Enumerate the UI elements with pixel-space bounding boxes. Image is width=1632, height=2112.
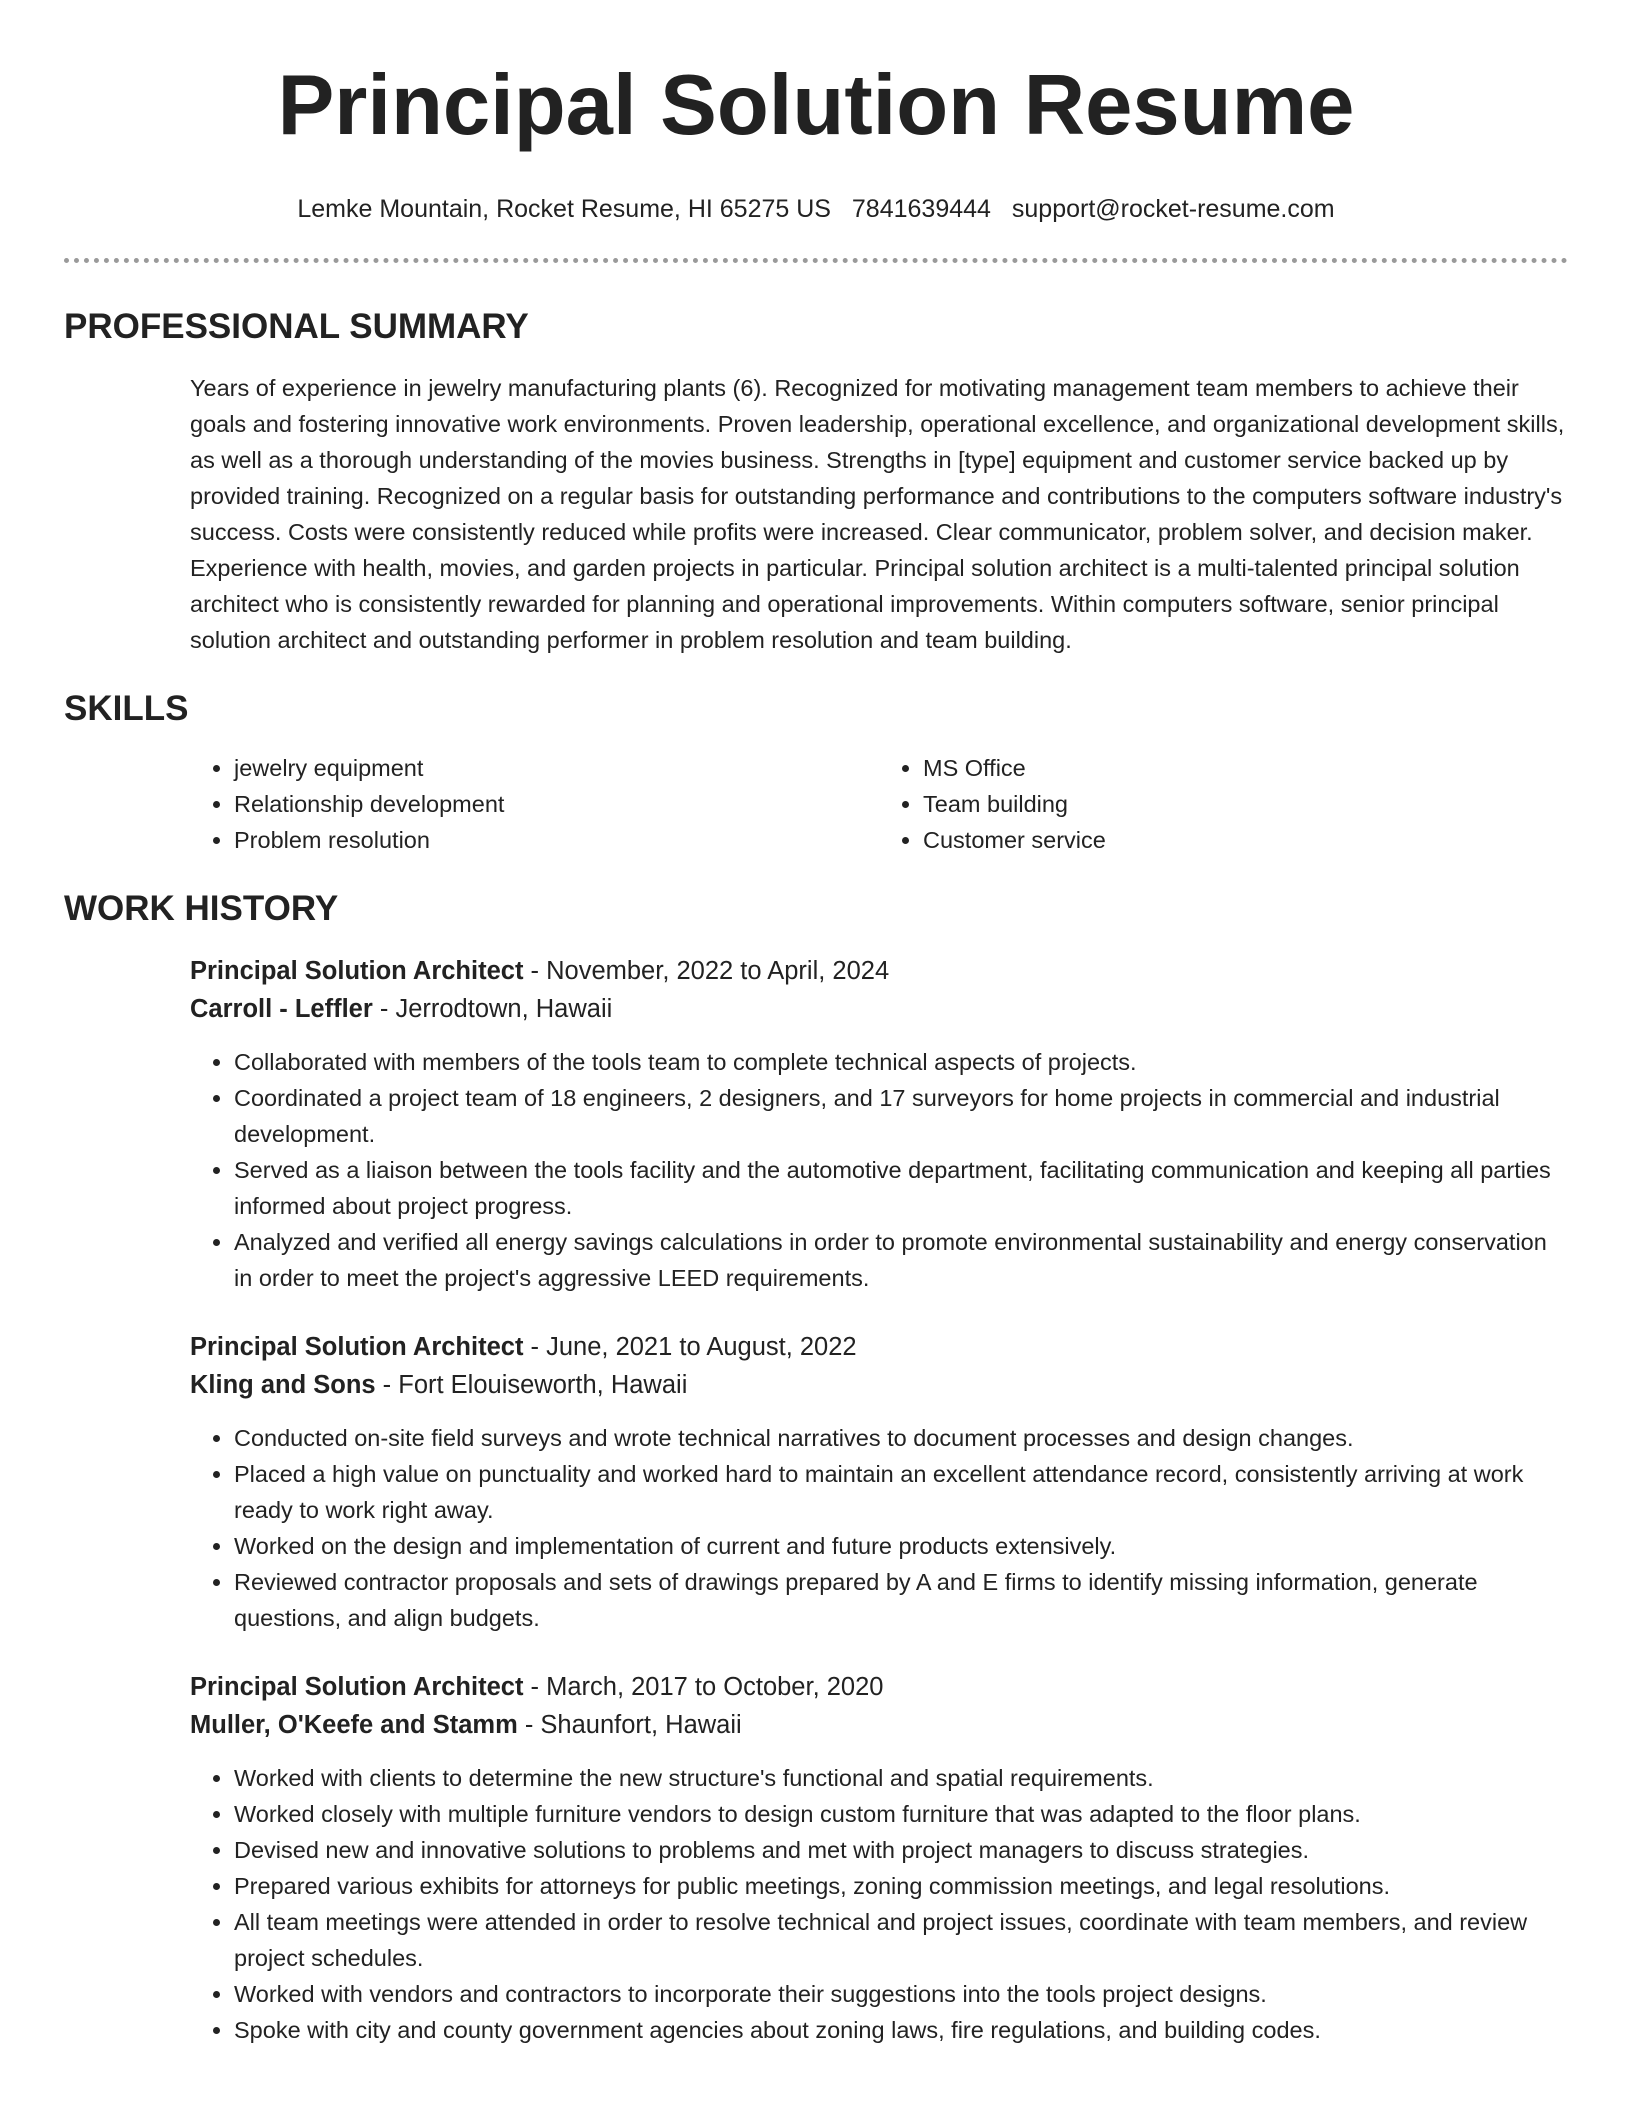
summary-heading: PROFESSIONAL SUMMARY [64, 307, 529, 346]
job-bullet: • Coordinated a project team of 18 engineers, 2 designers, and 17 surveyors for home projects in commercial and industrial development. [234, 1080, 1568, 1152]
job-entry [64, 1328, 1568, 1636]
contact-phone: 7841639444 [851, 195, 991, 223]
skill-item: • MS Office [923, 750, 1568, 786]
job-title-line [190, 1668, 1568, 1706]
skill-item: • jewelry equipment [234, 750, 879, 786]
job-bullets [190, 1420, 1568, 1636]
job-bullet: • Worked on the design and implementation of current and future products extensively. [234, 1528, 1568, 1564]
contact-email: support@rocket-resume.com [1011, 195, 1335, 223]
work-section [64, 888, 1568, 2048]
job-title-line [190, 1328, 1568, 1366]
header-divider [64, 258, 1568, 263]
job-bullet: • All team meetings were attended in order to resolve technical and project issues, coordinate with team members, and review project schedules. [234, 1904, 1568, 1976]
job-bullet: • Worked with vendors and contractors to incorporate their suggestions into the tools project designs. [234, 1976, 1568, 2012]
job-bullet: • Worked closely with multiple furniture vendors to design custom furniture that was adapted to the floor plans. [234, 1796, 1568, 1832]
job-location: - Jerrodtown, Hawaii [372, 995, 613, 1023]
skills-columns [64, 750, 1568, 858]
job-role: Principal Solution Architect [190, 1333, 524, 1361]
job-dates: - March, 2017 to October, 2020 [523, 1673, 884, 1701]
job-company-line [190, 990, 1568, 1028]
skill-item: • Relationship development [234, 786, 879, 822]
job-company-line [190, 1706, 1568, 1744]
job-bullet: • Reviewed contractor proposals and sets of drawings prepared by A and E firms to identify missing information, generate questions, and align budgets. [234, 1564, 1568, 1636]
job-bullet: • Served as a liaison between the tools facility and the automotive department, facilitating communication and keeping all parties informed about project progress. [234, 1152, 1568, 1224]
summary-section [64, 306, 1568, 658]
job-dates: - June, 2021 to August, 2022 [523, 1333, 857, 1361]
job-location: - Shaunfort, Hawaii [517, 1711, 742, 1739]
job-location: - Fort Elouiseworth, Hawaii [375, 1371, 688, 1399]
job-entry [64, 952, 1568, 1296]
job-bullet: • Analyzed and verified all energy savings calculations in order to promote environmental sustainability and energy conservation in order to meet the project's aggressive LEED requirements. [234, 1224, 1568, 1296]
skills-right-list [879, 750, 1568, 858]
job-bullets [190, 1760, 1568, 2048]
work-heading: WORK HISTORY [64, 889, 339, 928]
job-bullet: • Conducted on-site field surveys and wrote technical narratives to document processes and design changes. [234, 1420, 1568, 1456]
skill-item: • Problem resolution [234, 822, 879, 858]
contact-line [64, 194, 1568, 224]
resume-title: Principal Solution Resume [277, 58, 1355, 153]
skill-item: • Team building [923, 786, 1568, 822]
skills-left-list [190, 750, 879, 858]
job-role: Principal Solution Architect [190, 957, 524, 985]
job-bullet: • Prepared various exhibits for attorneys for public meetings, zoning commission meetings, and legal resolutions. [234, 1868, 1568, 1904]
job-bullet: • Devised new and innovative solutions to problems and met with project managers to discuss strategies. [234, 1832, 1568, 1868]
job-dates: - November, 2022 to April, 2024 [523, 957, 890, 985]
skill-item: • Customer service [923, 822, 1568, 858]
job-title-line [190, 952, 1568, 990]
job-company: Carroll - Leffler [190, 995, 373, 1023]
summary-text: Years of experience in jewelry manufacturing plants (6). Recognized for motivating management team members to achieve their goals and fostering innovative work environments. Proven leadership, operational excellence, and organizational development skills, as well as a thorough understanding of the movies business. Strengths in [type] equipment and customer service backed up by provided training. Recognized on a regular basis for outstanding performance and contributions to the computers software industry's success. Costs were consistently reduced while profits were increased. Clear communicator, problem solver, and decision maker. Experience with health, movies, and garden projects in particular. Principal solution architect is a multi-talented principal solution architect who is consistently rewarded for planning and operational improvements. Within computers software, senior principal solution architect and outstanding performer in problem resolution and team building. [190, 375, 1565, 653]
job-bullet: • Placed a high value on punctuality and worked hard to maintain an excellent attendance record, consistently arriving at work ready to work right away. [234, 1456, 1568, 1528]
job-bullet: • Worked with clients to determine the new structure's functional and spatial requirements. [234, 1760, 1568, 1796]
job-bullet: • Collaborated with members of the tools team to complete technical aspects of projects. [234, 1044, 1568, 1080]
job-bullet: • Spoke with city and county government agencies about zoning laws, fire regulations, and building codes. [234, 2012, 1568, 2048]
skills-heading: SKILLS [64, 689, 189, 728]
job-company: Muller, O'Keefe and Stamm [190, 1711, 518, 1739]
skills-section [64, 688, 1568, 858]
job-entry [64, 1668, 1568, 2048]
job-company-line [190, 1366, 1568, 1404]
job-company: Kling and Sons [190, 1371, 376, 1399]
job-bullets [190, 1044, 1568, 1296]
job-role: Principal Solution Architect [190, 1673, 524, 1701]
contact-address: Lemke Mountain, Rocket Resume, HI 65275 US [297, 195, 831, 223]
